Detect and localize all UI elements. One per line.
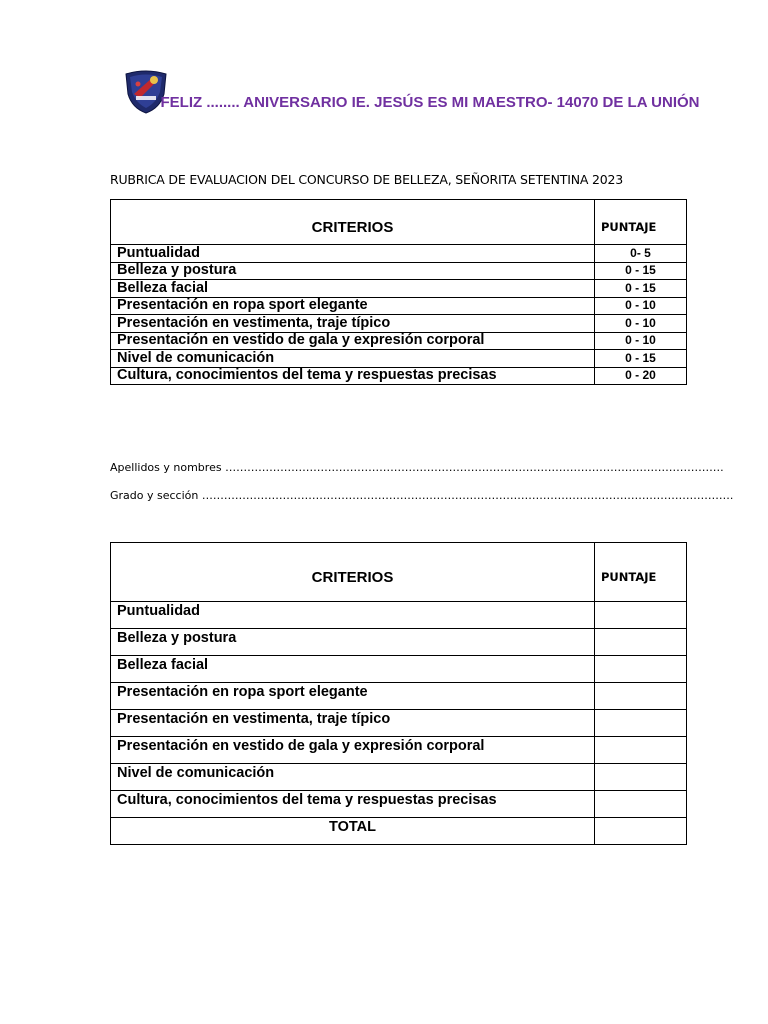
total-label: TOTAL	[111, 818, 595, 845]
rubric-row	[111, 245, 687, 263]
rubric-row	[111, 332, 687, 350]
score-range-cell: 0 - 10	[595, 297, 687, 315]
criterion-cell: Presentación en vestido de gala y expresión corporal	[111, 737, 595, 764]
rubric-row	[111, 297, 687, 315]
score-sheet-row	[111, 710, 687, 737]
score-entry-cell[interactable]	[595, 791, 687, 818]
criterion-cell: Presentación en vestimenta, traje típico	[111, 710, 595, 737]
criterion-cell: Cultura, conocimientos del tema y respuestas precisas	[111, 367, 595, 385]
rubric-row	[111, 350, 687, 368]
rubric-row	[111, 262, 687, 280]
rubric-row	[111, 315, 687, 333]
criterion-cell: Presentación en ropa sport elegante	[111, 297, 595, 315]
criterion-cell: Belleza y postura	[111, 629, 595, 656]
name-field-line: Apellidos y nombres ……………………………………………………………………………………………………………………….	[110, 461, 724, 474]
grade-field-line: Grado y sección ……………………………………………………………………………………………………………………………….	[110, 489, 734, 502]
score-sheet-row	[111, 737, 687, 764]
score-header: PUNTAJE	[595, 200, 687, 245]
score-range-cell: 0- 5	[595, 245, 687, 263]
score-entry-cell[interactable]	[595, 602, 687, 629]
criterion-cell: Presentación en vestimenta, traje típico	[111, 315, 595, 333]
score-range-cell: 0 - 15	[595, 262, 687, 280]
score-sheet-header-row	[111, 543, 687, 602]
score-entry-cell[interactable]	[595, 764, 687, 791]
score-range-cell: 0 - 10	[595, 315, 687, 333]
page-title: FELIZ ........ ANIVERSARIO IE. JESÚS ES MI MAESTRO- 14070 DE LA UNIÓN	[160, 94, 700, 111]
score-sheet-row	[111, 791, 687, 818]
criterion-cell: Nivel de comunicación	[111, 350, 595, 368]
score-sheet-row	[111, 656, 687, 683]
criterion-cell: Presentación en vestido de gala y expresión corporal	[111, 332, 595, 350]
score-sheet-row	[111, 602, 687, 629]
criterion-cell: Belleza facial	[111, 656, 595, 683]
score-sheet-row	[111, 764, 687, 791]
score-range-cell: 0 - 15	[595, 280, 687, 298]
score-range-cell: 0 - 20	[595, 367, 687, 385]
rubric-header-row	[111, 200, 687, 245]
score-sheet-table	[110, 542, 687, 845]
score-sheet-row	[111, 683, 687, 710]
criterion-cell: Belleza y postura	[111, 262, 595, 280]
score-sheet-row	[111, 629, 687, 656]
criterion-cell: Cultura, conocimientos del tema y respuestas precisas	[111, 791, 595, 818]
total-row	[111, 818, 687, 845]
criterion-cell: Nivel de comunicación	[111, 764, 595, 791]
score-range-cell: 0 - 15	[595, 350, 687, 368]
criterion-cell: Presentación en ropa sport elegante	[111, 683, 595, 710]
rubric-row	[111, 367, 687, 385]
criterion-cell: Puntualidad	[111, 245, 595, 263]
criteria-header: CRITERIOS	[111, 200, 595, 245]
criteria-header: CRITERIOS	[111, 543, 595, 602]
rubric-row	[111, 280, 687, 298]
score-entry-cell[interactable]	[595, 629, 687, 656]
rubric-table	[110, 199, 687, 385]
score-entry-cell[interactable]	[595, 683, 687, 710]
score-range-cell: 0 - 10	[595, 332, 687, 350]
criterion-cell: Puntualidad	[111, 602, 595, 629]
score-entry-cell[interactable]	[595, 656, 687, 683]
score-entry-cell[interactable]	[595, 710, 687, 737]
score-entry-cell[interactable]	[595, 737, 687, 764]
criterion-cell: Belleza facial	[111, 280, 595, 298]
score-header: PUNTAJE	[595, 543, 687, 602]
rubric-subtitle: RUBRICA DE EVALUACION DEL CONCURSO DE BELLEZA, SEÑORITA SETENTINA 2023	[110, 172, 623, 187]
total-score-cell[interactable]	[595, 818, 687, 845]
